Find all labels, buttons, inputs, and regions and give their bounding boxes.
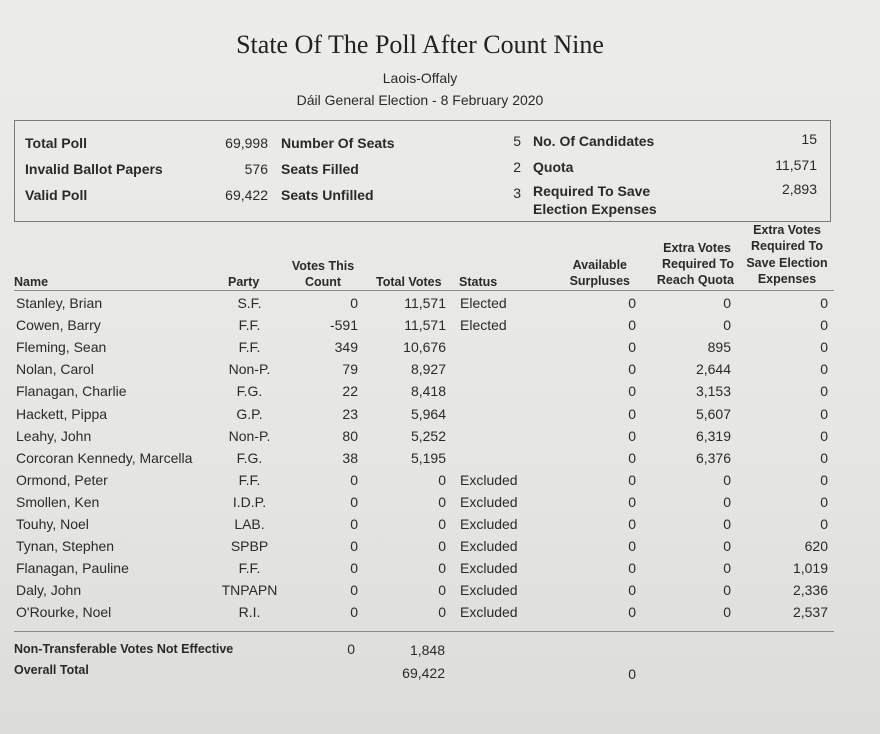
table-row xyxy=(0,317,880,339)
save-label-2: Election Expenses xyxy=(533,201,657,217)
votes-to-quota: 0 xyxy=(723,582,731,599)
candidate-name: Touhy, Noel xyxy=(16,516,89,532)
votes-this-count: 349 xyxy=(334,339,358,356)
votes-to-quota: 0 xyxy=(723,471,731,488)
ntv-votes: 0 xyxy=(347,641,355,657)
candidate-party: Non-P. xyxy=(228,427,271,444)
save-label-1: Required To Save xyxy=(533,183,651,199)
total-votes: 8,927 xyxy=(410,361,446,378)
total-votes: 8,418 xyxy=(410,383,446,400)
available-surplus: 0 xyxy=(628,405,636,422)
candidate-party: F.F. xyxy=(238,471,261,488)
candidate-party: R.I. xyxy=(238,604,261,621)
candidate-party: F.G. xyxy=(236,383,263,400)
save-value: 2,893 xyxy=(781,181,817,197)
filled-value: 2 xyxy=(513,159,521,175)
available-surplus: 0 xyxy=(628,339,636,356)
table-row xyxy=(0,295,880,317)
votes-to-save-expenses: 0 xyxy=(820,295,828,311)
total-poll-label: Total Poll xyxy=(25,135,87,151)
candidate-name: Fleming, Sean xyxy=(16,339,107,356)
total-votes: 0 xyxy=(438,493,446,510)
votes-to-quota: 5,607 xyxy=(695,405,731,422)
votes-this-count: 0 xyxy=(350,493,358,510)
candidates-label: No. Of Candidates xyxy=(533,133,655,149)
votes-to-save-expenses: 0 xyxy=(820,339,828,356)
candidate-party: Non-P. xyxy=(228,361,271,378)
footer-divider xyxy=(14,631,834,632)
table-row xyxy=(0,516,880,538)
table-row xyxy=(0,339,880,361)
votes-this-count: 0 xyxy=(350,582,358,599)
votes-to-save-expenses: 0 xyxy=(820,383,828,400)
table-row xyxy=(0,450,880,472)
candidate-status: Elected xyxy=(460,317,507,334)
available-surplus: 0 xyxy=(628,295,636,311)
total-votes: 0 xyxy=(438,471,446,488)
candidate-party: G.P. xyxy=(236,405,263,422)
available-surplus: 0 xyxy=(628,361,636,378)
valid-label: Valid Poll xyxy=(25,187,88,203)
votes-this-count: 0 xyxy=(350,471,358,488)
header-quota-2: Required To xyxy=(662,257,734,271)
candidate-party: F.G. xyxy=(236,449,263,466)
candidate-party: LAB. xyxy=(234,516,265,532)
votes-to-save-expenses: 0 xyxy=(820,317,828,334)
total-votes: 5,195 xyxy=(410,449,446,466)
header-surplus-1: Available xyxy=(572,258,627,272)
header-quota-1: Extra Votes xyxy=(663,241,731,255)
candidates-value: 15 xyxy=(801,131,817,147)
candidate-name: Ormond, Peter xyxy=(16,471,108,488)
constituency: Laois-Offaly xyxy=(382,70,458,86)
table-row xyxy=(0,428,880,450)
header-party: Party xyxy=(228,275,260,289)
available-surplus: 0 xyxy=(628,538,636,555)
candidate-name: O'Rourke, Noel xyxy=(16,604,112,621)
candidate-status: Excluded xyxy=(460,471,518,488)
ntv-total: 1,848 xyxy=(409,642,445,658)
votes-to-save-expenses: 620 xyxy=(804,538,828,555)
votes-to-save-expenses: 0 xyxy=(820,493,828,510)
total-votes: 5,964 xyxy=(410,405,446,422)
candidate-status: Excluded xyxy=(460,538,518,555)
candidate-party: F.F. xyxy=(238,317,261,334)
table-row xyxy=(0,538,880,560)
table-row xyxy=(0,383,880,405)
header-expenses-1: Extra Votes xyxy=(753,223,821,237)
header-divider xyxy=(14,290,834,291)
votes-to-quota: 0 xyxy=(723,493,731,510)
summary-box xyxy=(14,120,831,222)
total-votes: 10,676 xyxy=(403,339,446,356)
seats-label: Number Of Seats xyxy=(281,135,395,151)
candidate-name: Tynan, Stephen xyxy=(16,538,115,555)
votes-this-count: 79 xyxy=(342,361,358,378)
votes-to-save-expenses: 0 xyxy=(820,405,828,422)
quota-value: 11,571 xyxy=(775,157,817,173)
table-row xyxy=(0,604,880,626)
candidate-party: SPBP xyxy=(230,538,269,555)
candidate-name: Flanagan, Charlie xyxy=(16,383,127,400)
header-expenses-2: Required To xyxy=(751,239,823,253)
header-votes-2: Count xyxy=(304,275,342,289)
votes-to-quota: 3,153 xyxy=(695,383,731,400)
header-name: Name xyxy=(14,275,49,289)
unfilled-value: 3 xyxy=(513,185,521,201)
votes-to-quota: 6,319 xyxy=(695,427,731,444)
available-surplus: 0 xyxy=(628,493,636,510)
table-row xyxy=(0,494,880,516)
overall-label: Overall Total xyxy=(14,663,89,677)
election-name: Dáil General Election - 8 February 2020 xyxy=(296,92,544,108)
candidate-name: Flanagan, Pauline xyxy=(16,560,129,577)
available-surplus: 0 xyxy=(628,516,636,532)
candidate-party: I.D.P. xyxy=(232,493,267,510)
available-surplus: 0 xyxy=(628,383,636,400)
votes-this-count: 0 xyxy=(350,295,358,311)
invalid-value: 576 xyxy=(244,161,268,177)
table-row xyxy=(0,560,880,582)
candidate-name: Daly, John xyxy=(16,582,82,599)
invalid-label: Invalid Ballot Papers xyxy=(25,161,163,177)
filled-label: Seats Filled xyxy=(281,161,359,177)
candidate-name: Hackett, Pippa xyxy=(16,405,108,422)
votes-this-count: 0 xyxy=(350,516,358,532)
available-surplus: 0 xyxy=(628,471,636,488)
available-surplus: 0 xyxy=(628,427,636,444)
available-surplus: 0 xyxy=(628,449,636,466)
candidate-party: F.F. xyxy=(238,560,261,577)
header-votes-1: Votes This xyxy=(291,259,355,273)
available-surplus: 0 xyxy=(628,560,636,577)
available-surplus: 0 xyxy=(628,582,636,599)
page-title: State Of The Poll After Count Nine xyxy=(236,30,604,59)
header-quota-3: Reach Quota xyxy=(656,273,734,287)
candidate-name: Leahy, John xyxy=(16,427,92,444)
table-row xyxy=(0,582,880,604)
available-surplus: 0 xyxy=(628,604,636,621)
header-total-votes: Total Votes xyxy=(376,275,442,289)
votes-this-count: 23 xyxy=(342,405,358,422)
total-votes: 0 xyxy=(438,582,446,599)
total-votes: 11,571 xyxy=(404,295,446,311)
votes-to-quota: 0 xyxy=(723,516,731,532)
votes-to-quota: 0 xyxy=(723,604,731,621)
valid-value: 69,422 xyxy=(225,187,268,203)
candidate-status: Excluded xyxy=(460,516,518,532)
votes-to-save-expenses: 2,336 xyxy=(792,582,828,599)
votes-to-save-expenses: 0 xyxy=(820,516,828,532)
candidate-status: Elected xyxy=(460,295,507,311)
total-votes: 0 xyxy=(438,604,446,621)
votes-to-quota: 0 xyxy=(723,295,731,311)
votes-this-count: 80 xyxy=(342,427,358,444)
votes-to-quota: 2,644 xyxy=(695,361,731,378)
votes-this-count: -591 xyxy=(329,317,358,334)
table-row xyxy=(0,472,880,494)
candidate-status: Excluded xyxy=(460,493,518,510)
overall-surplus: 0 xyxy=(628,666,636,682)
votes-to-quota: 0 xyxy=(723,538,731,555)
votes-to-save-expenses: 0 xyxy=(820,449,828,466)
candidate-party: TNPAPN xyxy=(221,582,278,599)
header-expenses-4: Expenses xyxy=(757,272,817,286)
candidate-status: Excluded xyxy=(460,560,518,577)
table-row xyxy=(0,361,880,383)
unfilled-label: Seats Unfilled xyxy=(281,187,374,203)
total-votes: 0 xyxy=(438,538,446,555)
votes-to-save-expenses: 1,019 xyxy=(792,560,828,577)
available-surplus: 0 xyxy=(628,317,636,334)
candidate-name: Smollen, Ken xyxy=(16,493,100,510)
candidate-party: S.F. xyxy=(237,295,262,311)
votes-to-quota: 895 xyxy=(707,339,731,356)
table-row xyxy=(0,406,880,428)
votes-this-count: 38 xyxy=(342,449,358,466)
candidate-name: Corcoran Kennedy, Marcella xyxy=(16,449,193,466)
total-poll-value: 69,998 xyxy=(225,135,268,151)
header-expenses-3: Save Election xyxy=(746,256,828,270)
votes-to-save-expenses: 0 xyxy=(820,471,828,488)
candidate-status: Excluded xyxy=(460,582,518,599)
total-votes: 11,571 xyxy=(404,317,446,334)
votes-to-quota: 6,376 xyxy=(695,449,731,466)
total-votes: 0 xyxy=(438,516,446,532)
votes-to-save-expenses: 0 xyxy=(820,427,828,444)
header-surplus-2: Surpluses xyxy=(569,274,630,288)
votes-to-quota: 0 xyxy=(723,317,731,334)
header-status: Status xyxy=(459,275,498,289)
candidate-name: Stanley, Brian xyxy=(16,295,103,311)
candidate-party: F.F. xyxy=(238,339,261,356)
votes-this-count: 22 xyxy=(342,383,358,400)
candidate-name: Nolan, Carol xyxy=(16,361,94,378)
total-votes: 5,252 xyxy=(410,427,446,444)
votes-to-save-expenses: 2,537 xyxy=(792,604,828,621)
total-votes: 0 xyxy=(438,560,446,577)
votes-this-count: 0 xyxy=(350,604,358,621)
candidate-status: Excluded xyxy=(460,604,518,621)
candidate-name: Cowen, Barry xyxy=(16,317,101,334)
seats-value: 5 xyxy=(513,133,521,149)
votes-this-count: 0 xyxy=(350,560,358,577)
votes-to-quota: 0 xyxy=(723,560,731,577)
votes-to-save-expenses: 0 xyxy=(820,361,828,378)
quota-label: Quota xyxy=(533,159,574,175)
votes-this-count: 0 xyxy=(350,538,358,555)
overall-total: 69,422 xyxy=(402,665,445,681)
ntv-label: Non-Transferable Votes Not Effective xyxy=(14,642,234,656)
